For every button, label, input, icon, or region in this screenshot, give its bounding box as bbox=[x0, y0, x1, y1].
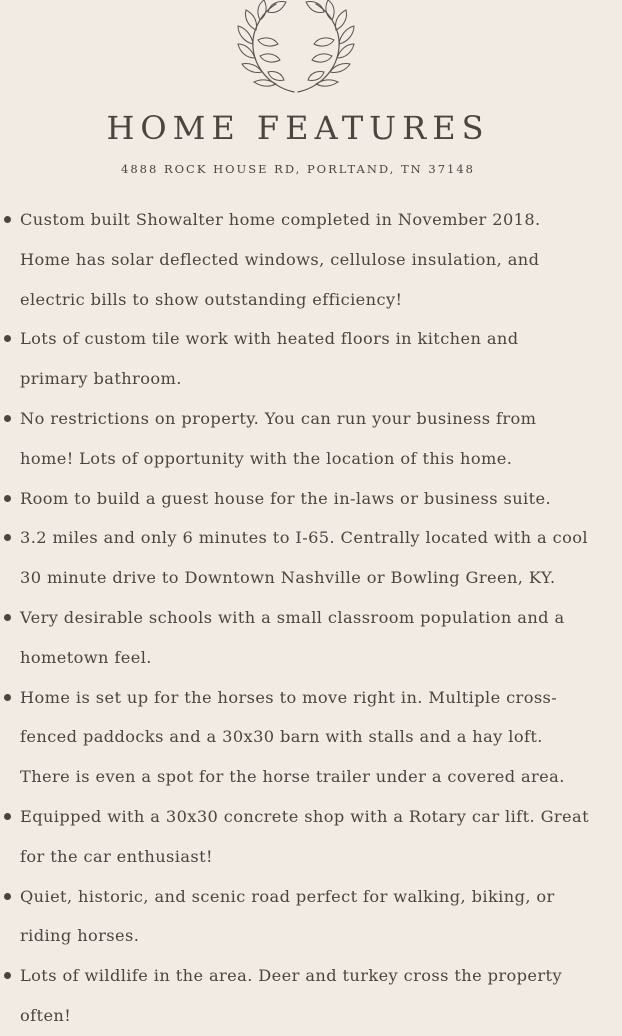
list-item bbox=[0, 399, 622, 479]
list-item-text: fenced paddocks and a 30x30 barn with stalls and a hay loft. bbox=[20, 727, 543, 747]
list-item bbox=[0, 479, 622, 519]
list-item bbox=[0, 678, 622, 797]
bullet-icon bbox=[4, 614, 11, 621]
bullet-icon bbox=[4, 495, 11, 502]
list-item-text: hometown feel. bbox=[20, 647, 152, 667]
bullet-icon bbox=[4, 972, 11, 979]
page-title: HOME FEATURES bbox=[106, 109, 490, 147]
list-item-text: Home is set up for the horses to move right in. Multiple cross- bbox=[20, 687, 558, 707]
list-item-text: 3.2 miles and only 6 minutes to I-65. Centrally located with a cool bbox=[20, 528, 588, 548]
list-item bbox=[0, 319, 622, 399]
list-item-text: No restrictions on property. You can run your business from bbox=[20, 408, 537, 428]
list-item bbox=[0, 877, 622, 957]
list-item-text: There is even a spot for the horse trailer under a covered area. bbox=[20, 767, 565, 787]
list-item-text: for the car enthusiast! bbox=[20, 846, 213, 866]
list-item-text: primary bathroom. bbox=[20, 369, 182, 389]
list-item-text: Lots of wildlife in the area. Deer and turkey cross the property bbox=[20, 966, 562, 986]
list-item bbox=[0, 598, 622, 678]
laurel-wreath-icon bbox=[236, 0, 356, 98]
list-item-text: Lots of custom tile work with heated floors in kitchen and bbox=[20, 329, 519, 349]
list-item-text: riding horses. bbox=[20, 926, 140, 946]
list-item-text: home! Lots of opportunity with the location of this home. bbox=[20, 448, 513, 468]
bullet-icon bbox=[4, 335, 11, 342]
bullet-icon bbox=[4, 415, 11, 422]
bullet-icon bbox=[4, 216, 11, 223]
list-item-text: Custom built Showalter home completed in November 2018. bbox=[20, 210, 541, 229]
list-item-text: Quiet, historic, and scenic road perfect for walking, biking, or bbox=[20, 886, 555, 906]
list-item bbox=[0, 797, 622, 877]
list-item-text: Room to build a guest house for the in-laws or business suite. bbox=[20, 488, 552, 508]
list-item-text: 30 minute drive to Downtown Nashville or Bowling Green, KY. bbox=[20, 568, 556, 588]
features-list bbox=[0, 200, 622, 1036]
list-item-text: Home has solar deflected windows, cellulose insulation, and bbox=[20, 249, 540, 269]
list-item-text: Equipped with a 30x30 concrete shop with a Rotary car lift. Great bbox=[20, 806, 589, 826]
list-item-text: Very desirable schools with a small classroom population and a bbox=[20, 607, 565, 627]
list-item-text: electric bills to show outstanding efficiency! bbox=[20, 289, 403, 309]
bullet-icon bbox=[4, 694, 11, 701]
bullet-icon bbox=[4, 813, 11, 820]
list-item-text: often! bbox=[20, 1005, 72, 1025]
bullet-icon bbox=[4, 893, 11, 900]
bullet-icon bbox=[4, 534, 11, 541]
list-item bbox=[0, 518, 622, 598]
property-address: 4888 ROCK HOUSE RD, PORLTAND, TN 37148 bbox=[121, 162, 475, 176]
list-item bbox=[0, 200, 622, 319]
